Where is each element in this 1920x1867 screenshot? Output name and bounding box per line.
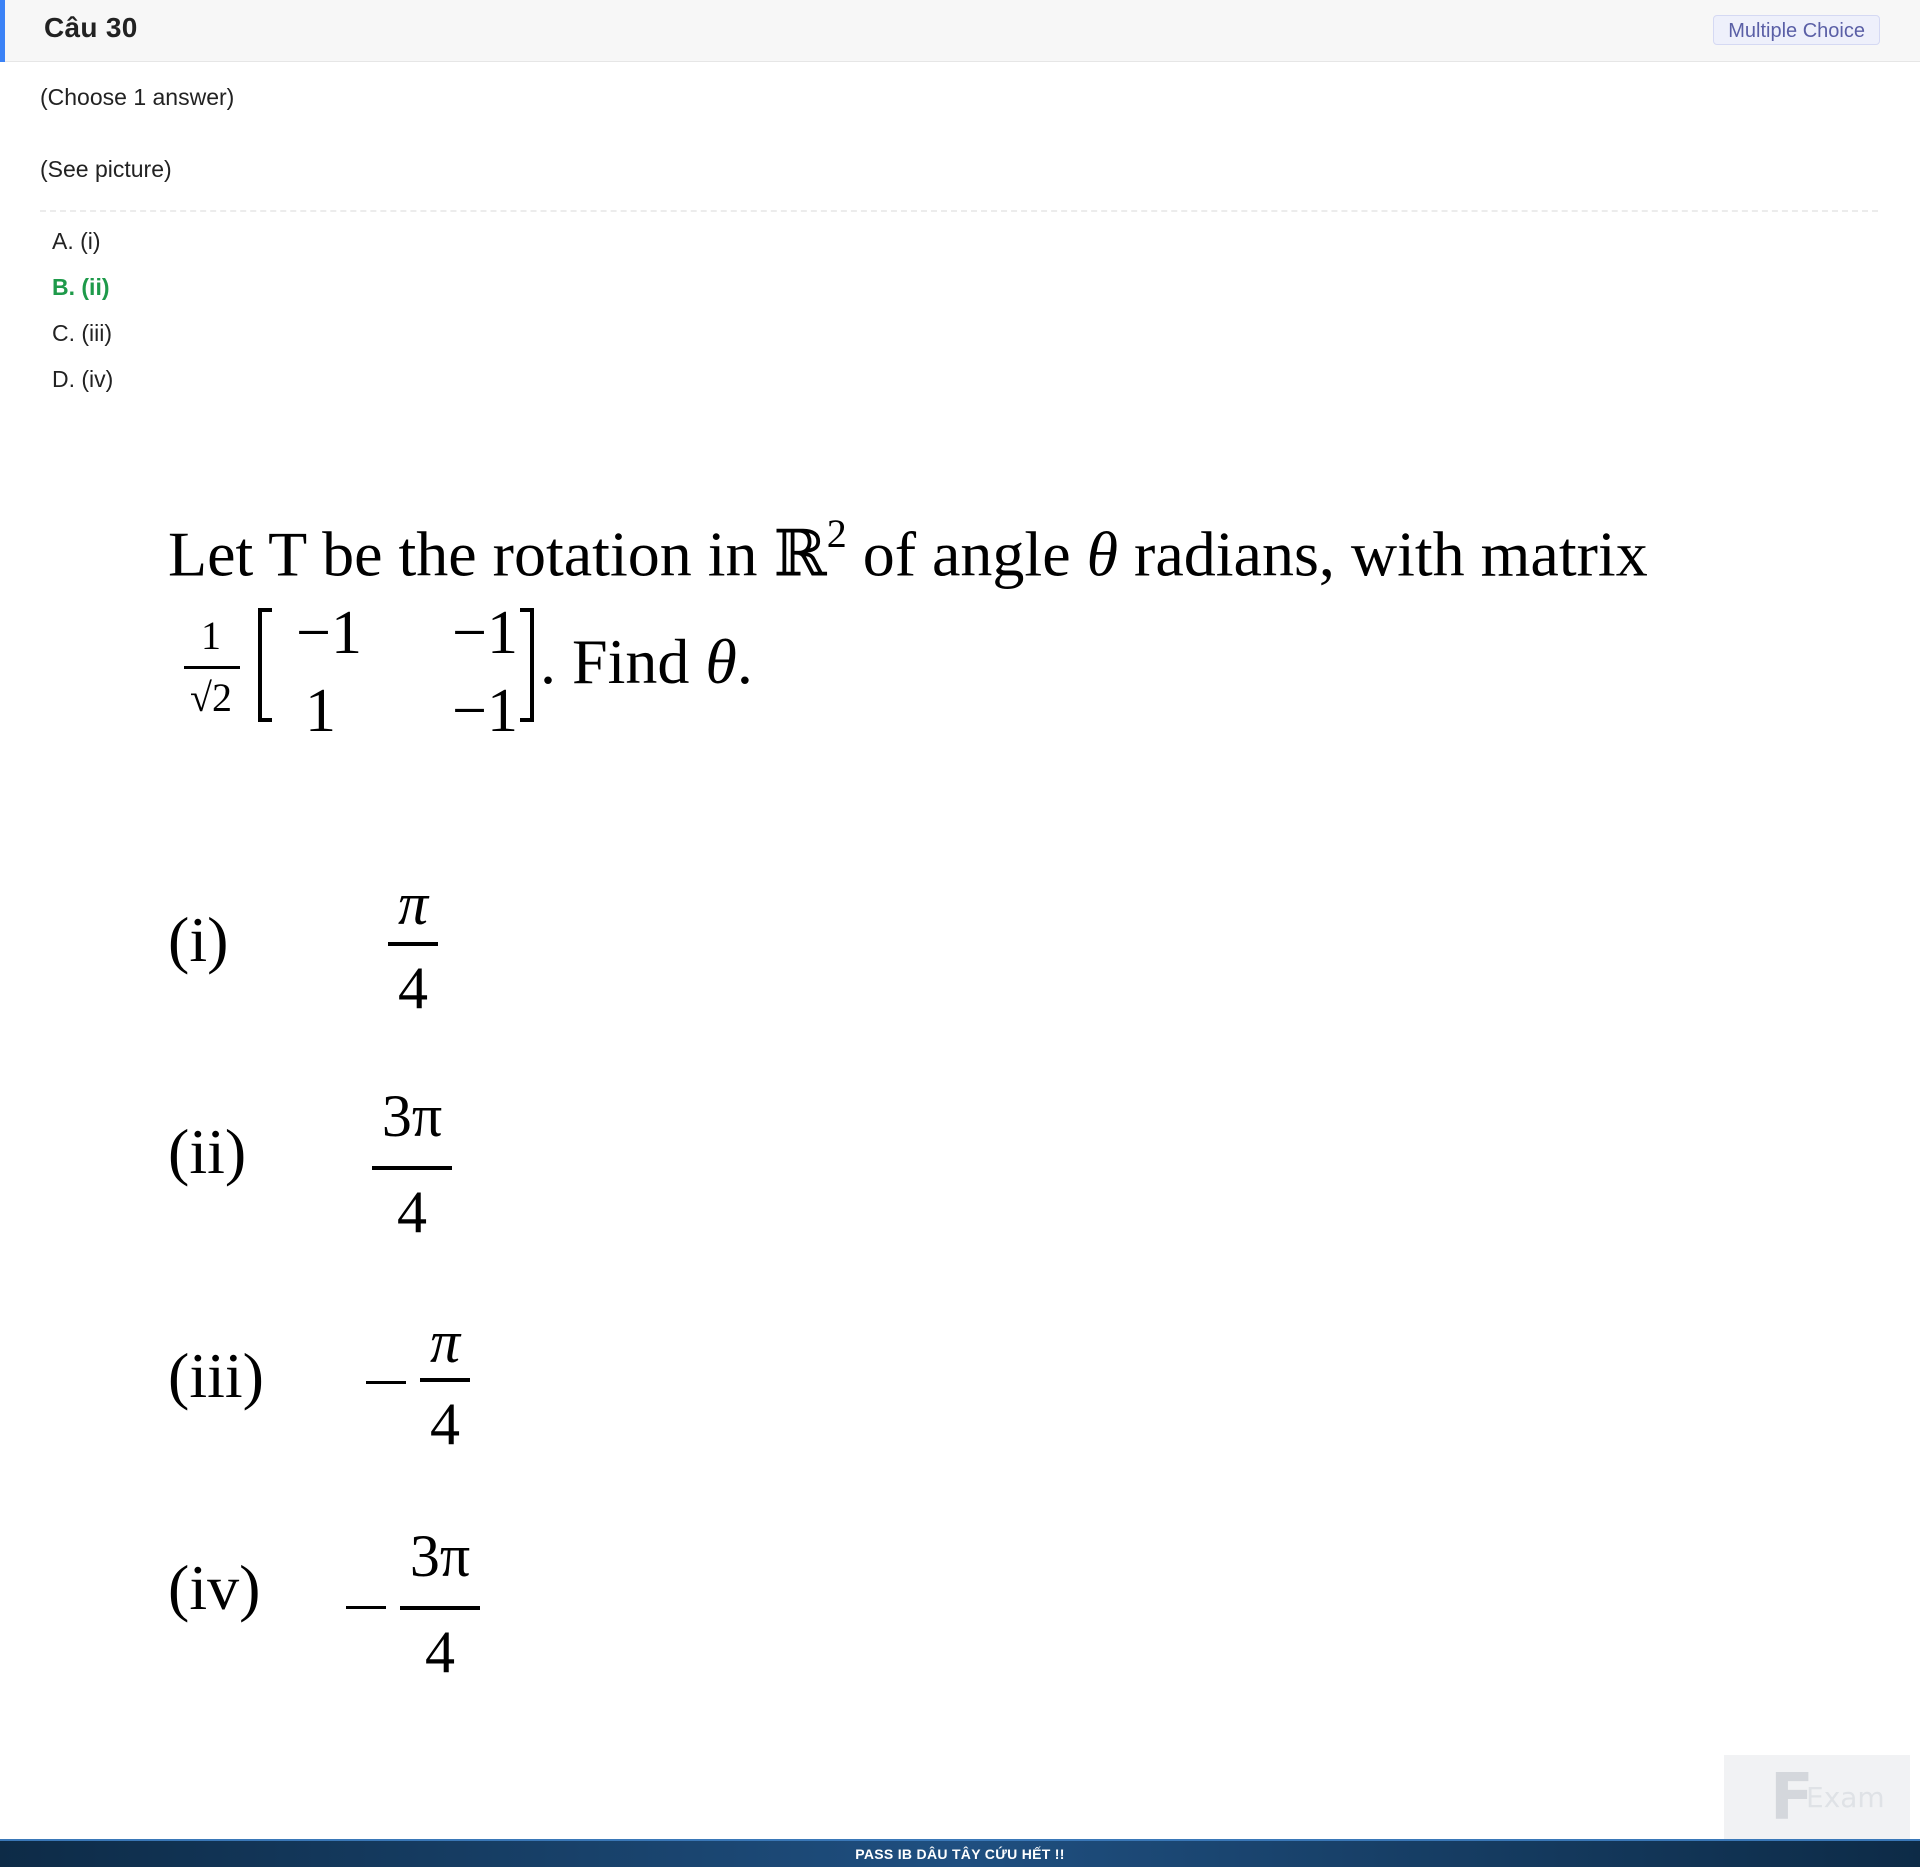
matrix-cell-r1c2: −1 <box>452 599 518 667</box>
logo-letter: F <box>1770 1761 1814 1835</box>
choice-i-label: (i) <box>168 904 229 975</box>
choice-i-numerator: π <box>397 871 429 937</box>
option-c[interactable]: C. (iii) <box>52 320 113 346</box>
choice-i-denominator: 4 <box>398 955 428 1021</box>
matrix-cell-r2c1: 1 <box>305 677 336 745</box>
choice-iv-fraction-bar <box>400 1606 480 1610</box>
choose-instruction: (Choose 1 answer) <box>40 84 235 110</box>
matrix-left-bracket <box>258 608 272 722</box>
matrix-coefficient <box>176 612 246 732</box>
choice-iv-denominator: 4 <box>425 1619 455 1685</box>
find-text: . Find <box>540 626 706 697</box>
option-a[interactable]: A. (i) <box>52 228 101 254</box>
theta-symbol: θ <box>1086 518 1119 590</box>
header-accent-bar <box>0 0 5 62</box>
find-theta-symbol: θ <box>705 626 737 697</box>
matrix-right-bracket <box>520 608 534 722</box>
choice-iii-fraction-bar <box>420 1378 470 1382</box>
problem-statement <box>168 511 1648 590</box>
statement-part-c: radians, with matrix <box>1118 518 1648 590</box>
choice-ii-numerator: 3π <box>381 1083 443 1149</box>
question-header <box>0 0 1920 62</box>
find-theta-text <box>540 626 753 697</box>
choice-ii-fraction <box>372 1083 452 1245</box>
footer-text: PASS IB DÂU TÂY CỨU HẾT !! <box>855 1846 1065 1862</box>
question-title: Câu 30 <box>44 12 138 43</box>
choice-ii-label: (ii) <box>168 1116 247 1187</box>
section-divider <box>40 210 1878 212</box>
question-type-badge: Multiple Choice <box>1713 15 1880 45</box>
choice-iii-denominator: 4 <box>430 1391 460 1457</box>
coefficient-numerator: 1 <box>201 613 221 658</box>
footer-banner <box>0 1839 1920 1867</box>
choice-i-fraction-bar <box>388 942 438 946</box>
option-b-correct[interactable]: B. (ii) <box>52 274 110 300</box>
choice-iii-numerator: π <box>429 1309 461 1375</box>
statement-part-a: Let T be the rotation in ℝ <box>168 518 827 590</box>
choice-iii-label: (iii) <box>168 1340 264 1411</box>
choice-iii-fraction <box>420 1309 470 1457</box>
find-period: . <box>736 626 753 697</box>
exam-logo-watermark <box>1724 1755 1910 1850</box>
option-d[interactable]: D. (iv) <box>52 366 114 392</box>
choice-i-fraction <box>388 871 438 1021</box>
choice-iv-label: (iv) <box>168 1552 261 1623</box>
choice-iv-numerator: 3π <box>409 1523 471 1589</box>
coefficient-denominator: √2 <box>190 675 232 720</box>
matrix-cell-r1c1: −1 <box>296 599 362 667</box>
statement-exponent: 2 <box>826 511 847 556</box>
logo-text: Exam <box>1806 1781 1885 1814</box>
choice-iv-minus-sign <box>346 1606 386 1609</box>
choice-ii-fraction-bar <box>372 1166 452 1170</box>
choice-ii-denominator: 4 <box>397 1179 427 1245</box>
choice-iii-minus-sign <box>366 1381 406 1384</box>
choice-iv-fraction <box>400 1523 480 1685</box>
matrix-cell-r2c2: −1 <box>452 677 518 745</box>
statement-part-b: of angle <box>846 518 1087 590</box>
see-picture-note: (See picture) <box>40 156 172 182</box>
coefficient-fraction-bar <box>184 666 240 669</box>
